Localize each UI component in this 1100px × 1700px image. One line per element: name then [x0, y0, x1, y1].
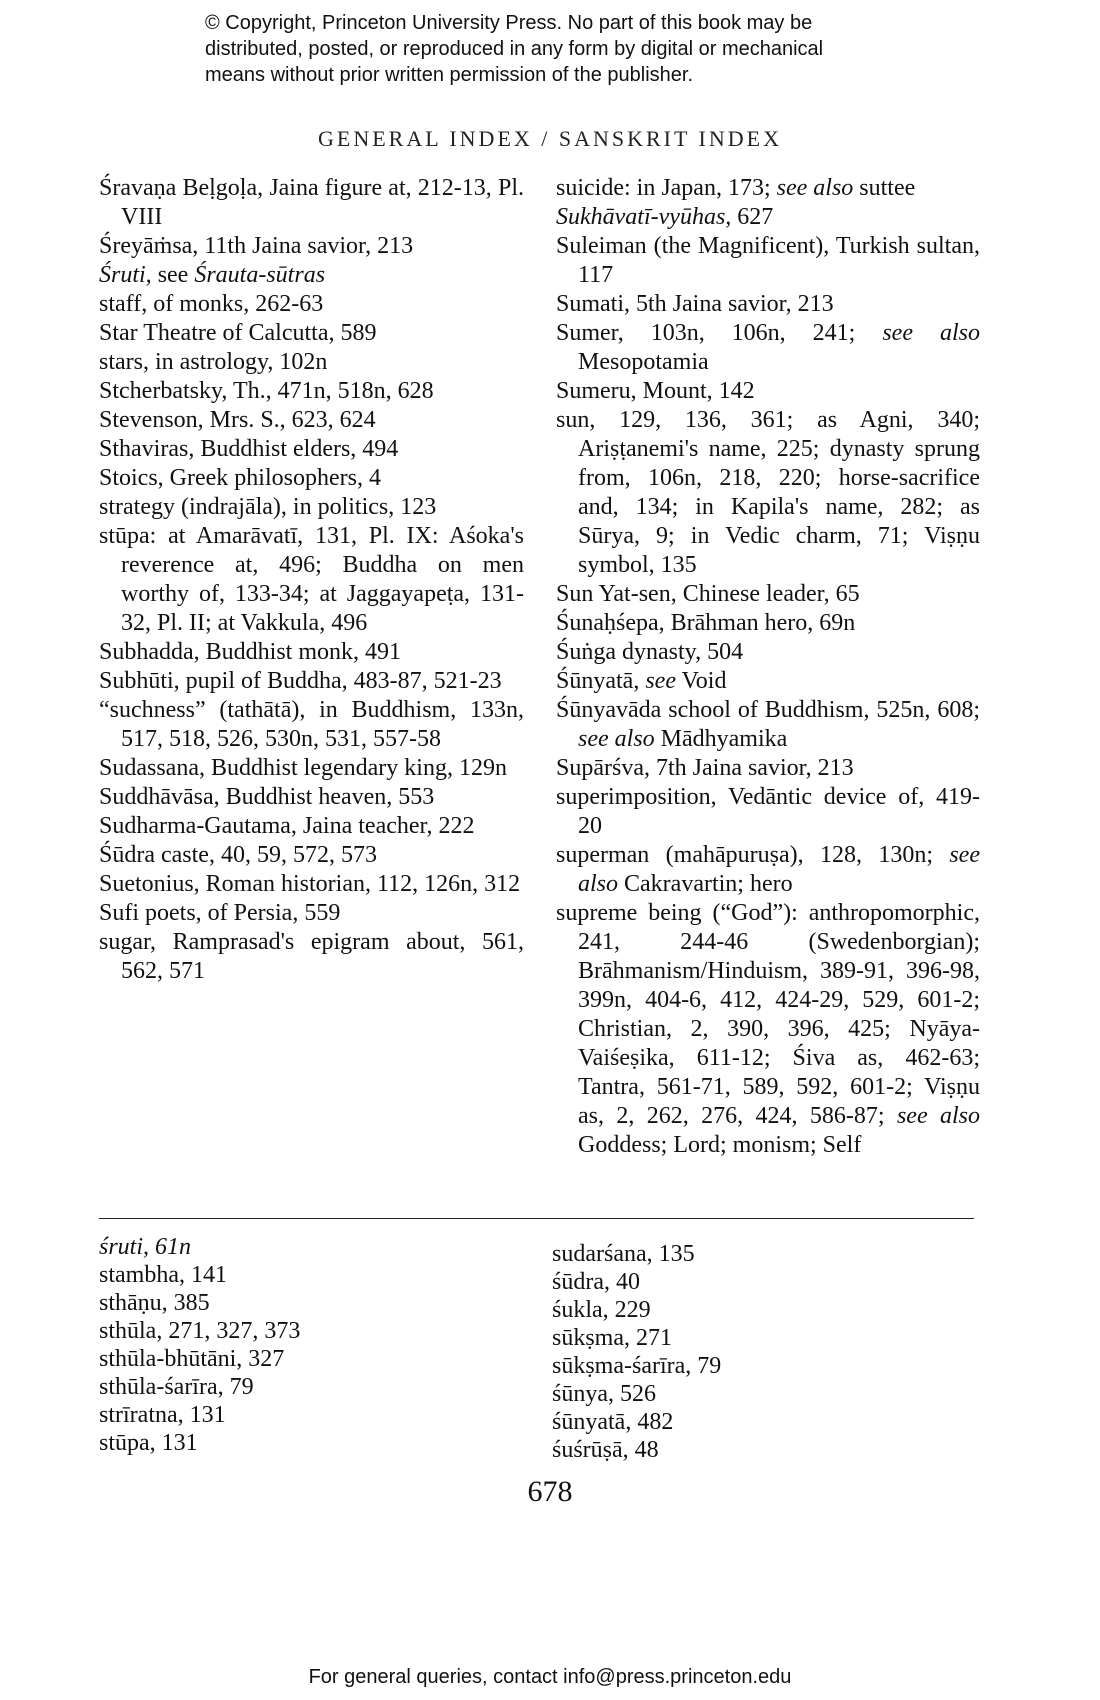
index-entry-text: śruti, 61n — [99, 1234, 192, 1260]
index-entry-text: Subhūti, pupil of Buddha, 483-87, 521-23 — [99, 668, 502, 694]
index-entry-text: Cakravartin; hero — [618, 871, 793, 897]
index-entry-text: Śravaṇa Beḷgoḷa, Jaina figure at, 212-13, Pl. VIII — [99, 175, 524, 230]
index-entry — [99, 435, 524, 464]
index-entry-text: Sukhāvatī-vyūhas, — [556, 204, 732, 230]
index-entry-text: Void — [675, 668, 727, 694]
index-entry — [99, 232, 524, 261]
index-entry — [99, 290, 524, 319]
index-entry-text: Goddess; Lord; monism; Self — [578, 1132, 862, 1158]
page-number: 678 — [527, 1475, 573, 1508]
index-entry — [99, 841, 524, 870]
index-entry — [99, 783, 524, 812]
index-entry-text: Stcherbatsky, Th., 471n, 518n, 628 — [99, 378, 434, 404]
index-entry — [99, 667, 524, 696]
index-entry — [556, 783, 980, 841]
index-entry — [99, 754, 524, 783]
index-entry-text: śuśrūṣā, 48 — [552, 1437, 659, 1463]
general-index-left-column — [99, 174, 524, 986]
index-entry-text: Sufi poets, of Persia, 559 — [99, 900, 341, 926]
index-entry-text: Supārśva, 7th Jaina savior, 213 — [556, 755, 854, 781]
index-entry — [99, 1233, 519, 1261]
index-entry — [99, 1429, 519, 1457]
index-entry — [556, 667, 980, 696]
index-entry-text: Sthaviras, Buddhist elders, 494 — [99, 436, 399, 462]
index-entry-text: Śunaḥśepa, Brāhman hero, 69n — [556, 610, 856, 636]
index-entry — [552, 1352, 972, 1380]
index-entry — [99, 812, 524, 841]
sanskrit-index-left-column — [99, 1233, 519, 1457]
index-entry — [99, 870, 524, 899]
index-entry-text: Śreyāṁsa, 11th Jaina savior, 213 — [99, 233, 414, 259]
index-entry-text: see — [151, 262, 195, 288]
index-entry-text: Mesopotamia — [578, 349, 709, 375]
index-entry-text: superimposition, Vedāntic device of, 419-20 — [556, 784, 980, 839]
index-entry-text: suicide: in Japan, 173; — [556, 175, 777, 201]
index-entry — [99, 493, 524, 522]
index-entry-text: Suddhāvāsa, Buddhist heaven, 553 — [99, 784, 435, 810]
section-divider — [99, 1218, 974, 1219]
index-entry — [99, 1345, 519, 1373]
index-entry — [552, 1436, 972, 1464]
index-entry-text: Subhadda, Buddhist monk, 491 — [99, 639, 402, 665]
index-entry — [556, 290, 980, 319]
index-entry-text: 627 — [731, 204, 774, 230]
running-header: GENERAL INDEX / SANSKRIT INDEX — [318, 126, 782, 151]
index-entry — [556, 174, 980, 203]
index-entry-text: Mādhyamika — [654, 726, 788, 752]
index-entry — [552, 1380, 972, 1408]
index-entry-text: suttee — [853, 175, 916, 201]
index-entry-text: śukla, 229 — [552, 1297, 651, 1323]
index-entry-text: strīratna, 131 — [99, 1402, 226, 1428]
index-entry — [556, 609, 980, 638]
index-entry-text: staff, of monks, 262-63 — [99, 291, 324, 317]
index-entry — [99, 928, 524, 986]
general-index-right-column — [556, 174, 980, 1160]
index-entry-text: Śruti, — [99, 262, 152, 288]
index-entry — [99, 261, 524, 290]
index-entry-text: sthūla-śarīra, 79 — [99, 1374, 254, 1400]
index-entry-text: supreme being (“God”): anthropomorphic, 241, 244-46 (Swedenborgian); Brāhmanism/Hinduism, 389-91, 396-98, 399n, 404-6, 412, 424-29, 529, 601-2; Christian, 2, 390, 396, 425; Nyāya-Vaiśeṣika, 611-12; Śiva as, 462-63; Tantra, 561-71, 589, 592, 601-2; Viṣṇu as, 2, 262, 276, 424, 586-87; — [556, 900, 980, 1129]
index-entry-text: Sumer, 103n, 106n, 241; — [556, 320, 883, 346]
index-entry-text: Suetonius, Roman historian, 112, 126n, 312 — [99, 871, 521, 897]
index-entry-text: sthāṇu, 385 — [99, 1290, 210, 1316]
index-entry — [99, 1373, 519, 1401]
index-entry — [99, 696, 524, 754]
copyright-line: distributed, posted, or reproduced in any form by digital or mechanical — [205, 38, 824, 60]
index-entry-text: sūkṣma-śarīra, 79 — [552, 1353, 722, 1379]
index-entry-text: see also — [578, 726, 655, 752]
index-entry — [552, 1324, 972, 1352]
index-entry — [556, 899, 980, 1160]
index-entry-text: superman (mahāpuruṣa), 128, 130n; — [556, 842, 950, 868]
copyright-line: means without prior written permission of the publisher. — [205, 64, 694, 86]
index-entry — [552, 1268, 972, 1296]
index-entry — [99, 319, 524, 348]
index-entry-text: sun, 129, 136, 361; as Agni, 340; Ariṣṭanemi's name, 225; dynasty sprung from, 106n, 218, 220; horse-sacrifice and, 134; in Kapila's name, 282; as Sūrya, 9; in Vedic charm, 71; Viṣṇu symbol, 135 — [556, 407, 980, 578]
index-entry — [552, 1240, 972, 1268]
index-entry-text: see also — [776, 175, 854, 201]
index-entry-text: śūnya, 526 — [552, 1381, 656, 1407]
index-entry — [556, 754, 980, 783]
index-entry-text: stūpa: at Amarāvatī, 131, Pl. IX: Aśoka's reverence at, 496; Buddha on men worthy of, 133-34; at Jaggayapeṭa, 131-32, Pl. II; at Vakkula, 496 — [99, 523, 524, 636]
index-entry-text: śūnyatā, 482 — [552, 1409, 674, 1435]
index-entry — [556, 319, 980, 377]
index-entry — [552, 1408, 972, 1436]
index-entry — [99, 174, 524, 232]
index-entry-text: Suleiman (the Magnificent), Turkish sultan, 117 — [556, 233, 980, 288]
index-entry-text: “suchness” (tathātā), in Buddhism, 133n, 517, 518, 526, 530n, 531, 557-58 — [99, 697, 524, 752]
index-entry — [99, 1401, 519, 1429]
index-entry-text: śūdra, 40 — [552, 1269, 640, 1295]
index-entry — [556, 203, 980, 232]
index-entry-text: see — [645, 668, 676, 694]
index-entry-text: strategy (indrajāla), in politics, 123 — [99, 494, 437, 520]
index-entry-text: Sumeru, Mount, 142 — [556, 378, 755, 404]
index-entry-text: Śuṅga dynasty, 504 — [556, 639, 744, 665]
index-entry — [556, 580, 980, 609]
index-entry-text: Śūnyavāda school of Buddhism, 525n, 608; — [556, 697, 980, 723]
index-entry — [99, 899, 524, 928]
index-entry — [99, 377, 524, 406]
index-entry — [99, 1289, 519, 1317]
copyright-line: © Copyright, Princeton University Press. No part of this book may be — [205, 12, 813, 34]
index-entry-text: Stevenson, Mrs. S., 623, 624 — [99, 407, 376, 433]
index-entry — [556, 696, 980, 754]
copyright-notice — [205, 10, 925, 88]
index-entry-text: see also — [882, 320, 980, 346]
index-entry — [99, 522, 524, 638]
index-entry — [556, 377, 980, 406]
index-entry — [99, 638, 524, 667]
index-entry-text: Śūdra caste, 40, 59, 572, 573 — [99, 842, 377, 868]
index-entry-text: sthūla-bhūtāni, 327 — [99, 1346, 285, 1372]
index-entry-text: Sumati, 5th Jaina savior, 213 — [556, 291, 834, 317]
index-entry-text: see also — [896, 1103, 981, 1129]
index-entry — [99, 464, 524, 493]
index-entry — [99, 1317, 519, 1345]
index-entry-text: sugar, Ramprasad's epigram about, 561, 562, 571 — [99, 929, 524, 984]
index-entry — [552, 1296, 972, 1324]
index-entry — [556, 638, 980, 667]
index-entry-text: Sudharma-Gautama, Jaina teacher, 222 — [99, 813, 475, 839]
index-entry — [556, 406, 980, 580]
index-entry-text: stambha, 141 — [99, 1262, 227, 1288]
index-entry-text: sūkṣma, 271 — [552, 1325, 672, 1351]
index-entry-text: see also — [578, 842, 980, 897]
footer-contact: For general queries, contact info@press.princeton.edu — [308, 1666, 792, 1688]
index-entry-text: Sun Yat-sen, Chinese leader, 65 — [556, 581, 860, 607]
index-entry — [99, 1261, 519, 1289]
index-entry-text: sudarśana, 135 — [552, 1241, 695, 1267]
index-entry-text: Star Theatre of Calcutta, 589 — [99, 320, 377, 346]
index-entry-text: sthūla, 271, 327, 373 — [99, 1318, 301, 1344]
index-entry — [556, 232, 980, 290]
index-entry-text: Stoics, Greek philosophers, 4 — [99, 465, 381, 491]
index-entry-text: Śrauta-sūtras — [194, 262, 326, 288]
index-entry-text: stūpa, 131 — [99, 1430, 198, 1456]
sanskrit-index-right-column — [552, 1240, 972, 1464]
index-entry-text: Śūnyatā, — [556, 668, 646, 694]
index-entry — [99, 406, 524, 435]
index-entry-text: Sudassana, Buddhist legendary king, 129n — [99, 755, 507, 781]
index-entry — [556, 841, 980, 899]
index-entry — [99, 348, 524, 377]
index-entry-text: stars, in astrology, 102n — [99, 349, 328, 375]
